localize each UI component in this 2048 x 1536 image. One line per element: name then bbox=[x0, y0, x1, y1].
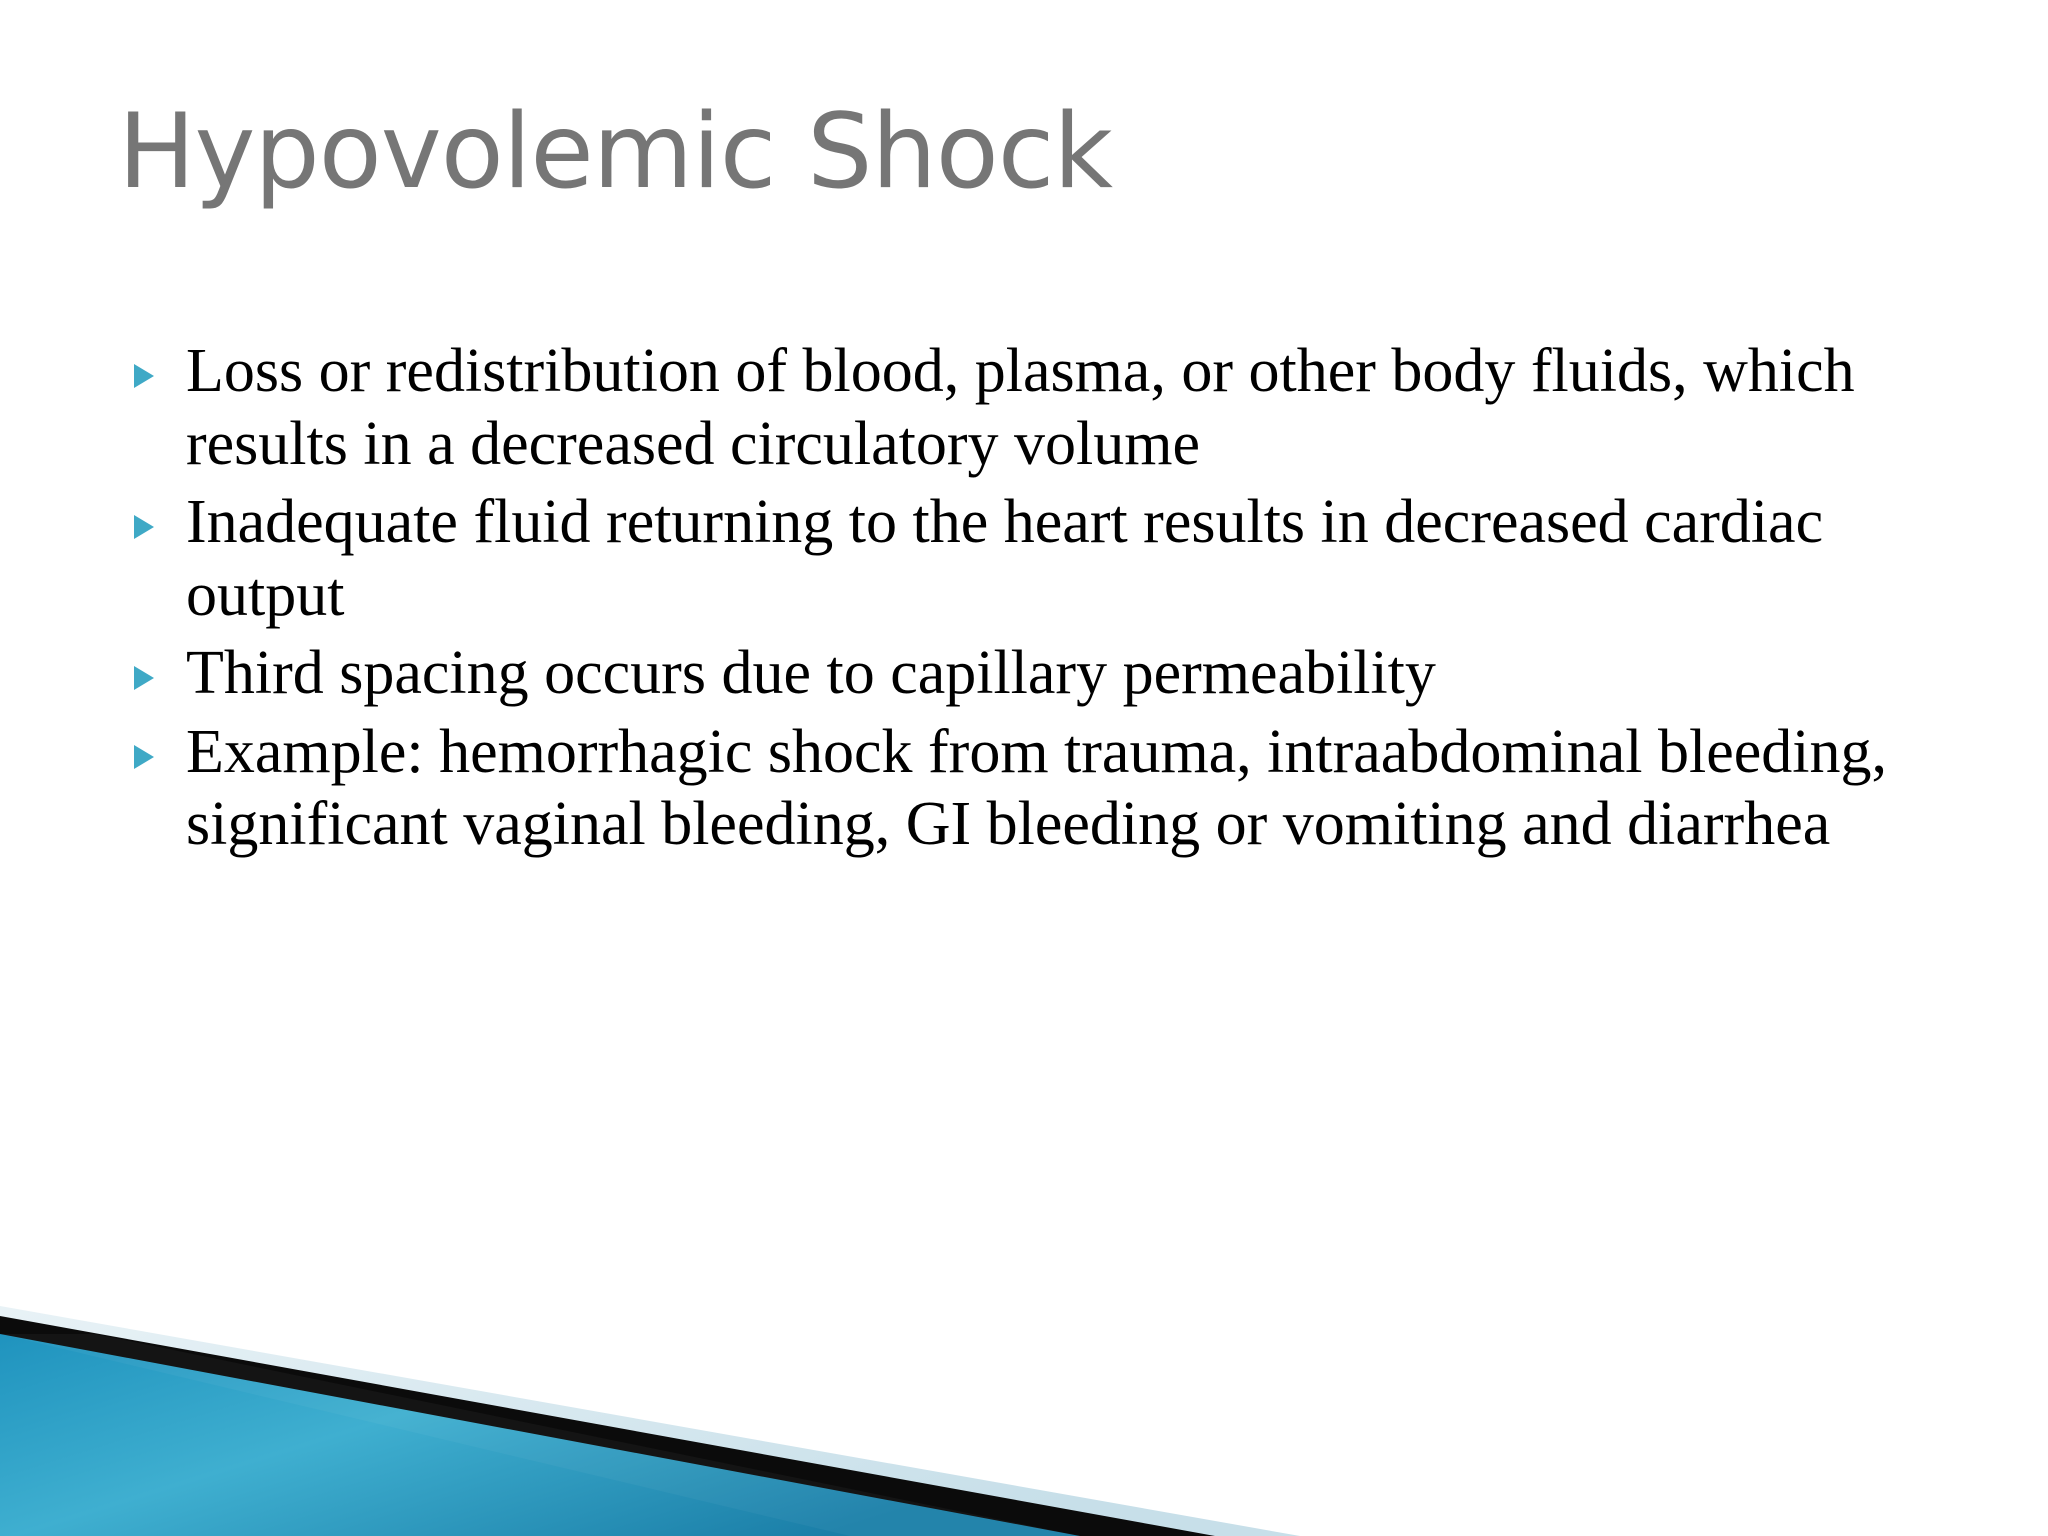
list-item-label: Third spacing occurs due to capillary permeability bbox=[186, 639, 1436, 708]
triangle-right-icon bbox=[130, 716, 186, 772]
list-item-label: Inadequate fluid returning to the heart results in decreased cardiac output bbox=[186, 488, 1824, 629]
page-title: Hypovolemic Shock bbox=[118, 92, 1113, 212]
list-item bbox=[130, 716, 1960, 861]
list-item bbox=[130, 486, 1960, 631]
triangle-right-icon bbox=[130, 335, 186, 391]
bullet-list bbox=[130, 335, 1960, 867]
triangle-right-icon bbox=[130, 637, 186, 693]
list-item bbox=[130, 637, 1960, 710]
triangle-right-icon bbox=[130, 486, 186, 542]
list-item-label: Loss or redistribution of blood, plasma, or other body fluids, which results in a decreased circulatory volume bbox=[186, 337, 1855, 478]
decorative-ribbon bbox=[0, 1276, 1300, 1536]
list-item bbox=[130, 335, 1960, 480]
list-item-label: Example: hemorrhagic shock from trauma, intraabdominal bleeding, significant vaginal bleeding, GI bleeding or vomiting and diarrhea bbox=[186, 717, 1888, 859]
